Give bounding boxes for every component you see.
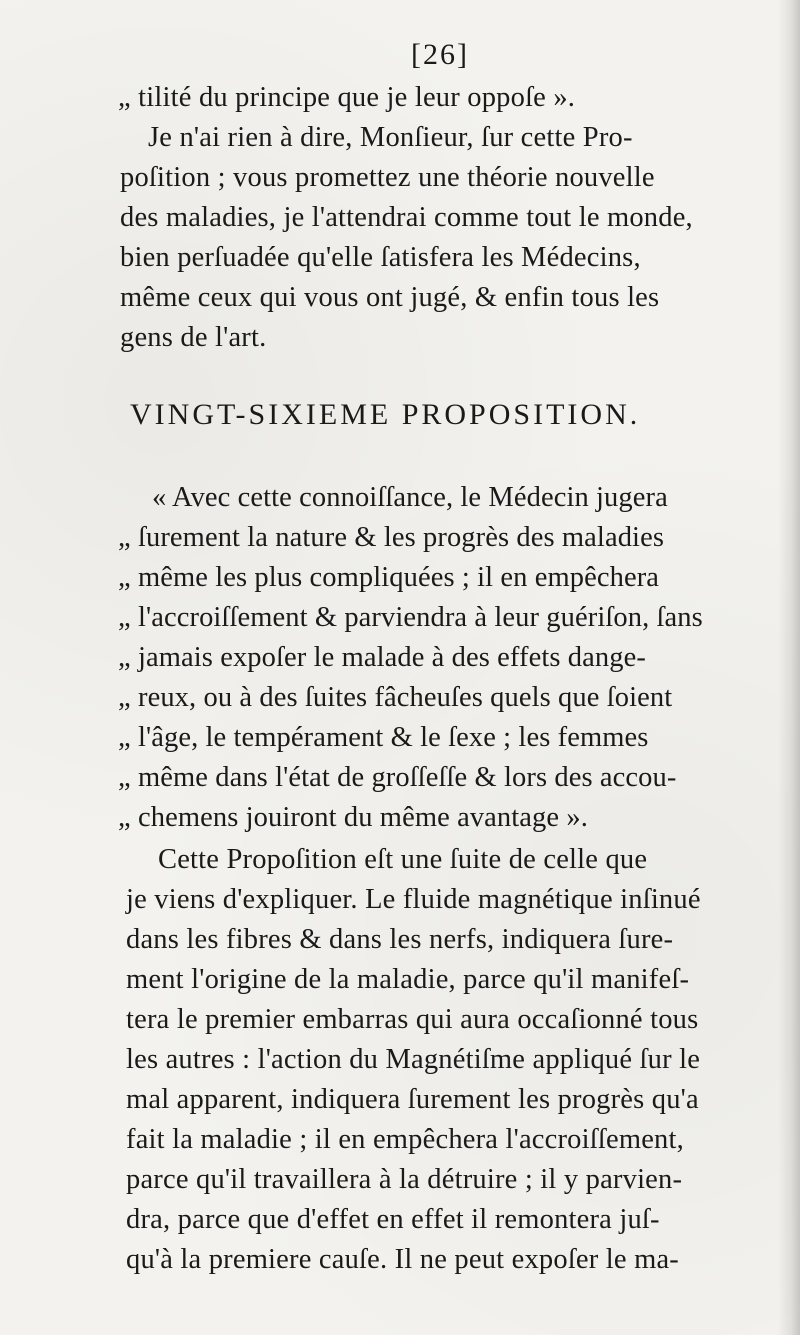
text-line: tera le premier embarras qui aura occaſionné tous <box>126 1004 699 1035</box>
text-line: „ reux, ou à des ſuites fâcheuſes quels que ſoient <box>118 682 673 713</box>
text-line: Cette Propoſition eſt une ſuite de celle que <box>158 844 648 875</box>
text-line: „ ſurement la nature & les progrès des maladies <box>118 522 665 553</box>
text-line: ment l'origine de la maladie, parce qu'il manifeſ- <box>126 964 690 995</box>
text-line: fait la maladie ; il en empêchera l'accroiſſement, <box>126 1124 684 1155</box>
text-line: „ même les plus compliquées ; il en empêchera <box>118 562 660 593</box>
text-line: „ chemens jouiront du même avantage ». <box>118 802 588 833</box>
text-line: „ tilité du principe que je leur oppoſe ». <box>118 82 576 113</box>
text-line: „ même dans l'état de groſſeſſe & lors des accou- <box>118 762 677 793</box>
text-line: « Avec cette connoiſſance, le Médecin jugera <box>152 482 668 513</box>
text-line: „ jamais expoſer le malade à des effets dange- <box>118 642 646 673</box>
text-line: Je n'ai rien à dire, Monſieur, ſur cette Pro- <box>148 122 633 153</box>
text-line: gens de l'art. <box>120 322 267 353</box>
page-number: [26] <box>411 38 469 71</box>
text-line: dans les fibres & dans les nerfs, indiquera ſure- <box>126 924 674 955</box>
text-line: „ l'âge, le tempérament & le ſexe ; les femmes <box>118 722 649 753</box>
text-line: parce qu'il travaillera à la détruire ; il y parvien- <box>126 1164 683 1195</box>
page-edge-shadow <box>778 0 800 1335</box>
section-heading: VINGT-SIXIEME PROPOSITION. <box>130 398 641 431</box>
text-line: qu'à la premiere cauſe. Il ne peut expoſer le ma- <box>126 1244 679 1275</box>
text-line: dra, parce que d'effet en effet il remontera juſ- <box>126 1204 660 1235</box>
text-line: poſition ; vous promettez une théorie nouvelle <box>120 162 655 193</box>
text-line: mal apparent, indiquera ſurement les progrès qu'a <box>126 1084 699 1115</box>
text-line: des maladies, je l'attendrai comme tout le monde, <box>120 202 693 233</box>
text-line: même ceux qui vous ont jugé, & enfin tous les <box>120 282 660 313</box>
text-line: bien perſuadée qu'elle ſatisfera les Médecins, <box>120 242 641 273</box>
text-line: „ l'accroiſſement & parviendra à leur guériſon, ſans <box>118 602 703 633</box>
text-line: je viens d'expliquer. Le fluide magnétique inſinué <box>126 884 701 915</box>
text-line: les autres : l'action du Magnétiſme appliqué ſur le <box>126 1044 701 1075</box>
